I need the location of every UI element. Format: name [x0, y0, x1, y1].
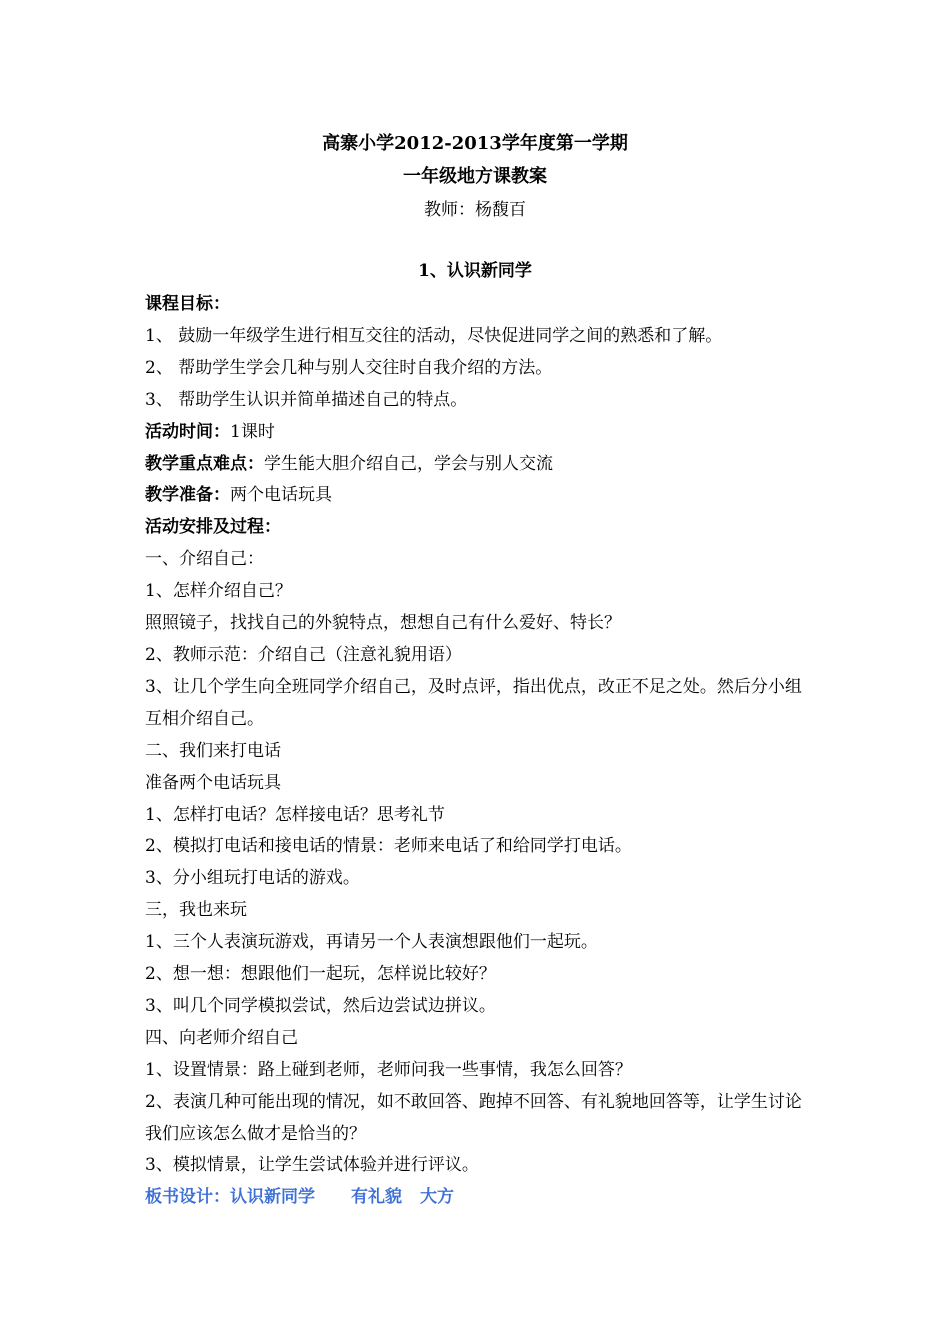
- course-title: 一年级地方课教案: [403, 166, 547, 187]
- teaching-prep: [145, 480, 817, 512]
- objective-2: 2、 帮助学生学会几种与别人交往时自我介绍的方法。: [145, 357, 553, 378]
- objective-3: 3、 帮助学生认识并简单描述自己的特点。: [145, 389, 468, 410]
- section-3-heading: 三，我也来玩: [145, 900, 247, 921]
- teaching-prep-label: 教学准备：: [145, 485, 230, 506]
- lesson-body: [145, 289, 817, 1214]
- board-design: [145, 1182, 817, 1214]
- school-term-title: 高寨小学2012-2013学年度第一学期: [322, 133, 628, 154]
- section-4-heading: 四、向老师介绍自己: [145, 1027, 298, 1048]
- section-1-heading: 一、介绍自己：: [145, 549, 264, 570]
- section-1-line: 2、教师示范：介绍自己（注意礼貌用语）: [145, 644, 462, 665]
- board-design-label: 板书设计：认识新同学: [145, 1187, 315, 1208]
- activity-time: [145, 417, 817, 449]
- activity-time-value: 1课时: [230, 421, 275, 442]
- section-3-line: 1、三个人表演玩游戏，再请另一个人表演想跟他们一起玩。: [145, 932, 598, 953]
- section-2-line: 3、分小组玩打电话的游戏。: [145, 868, 360, 889]
- section-1-line: 3、让几个学生向全班同学介绍自己，及时点评，指出优点，改正不足之处。然后分小组互相介绍自己。: [145, 676, 802, 729]
- teaching-focus: [145, 449, 817, 481]
- teacher-line: 教师：杨馥百: [424, 200, 526, 220]
- board-design-item: 大方: [420, 1187, 454, 1208]
- objectives-label: 课程目标：: [145, 294, 230, 314]
- section-4-line: 1、设置情景：路上碰到老师，老师问我一些事情，我怎么回答？: [145, 1059, 632, 1080]
- activity-time-label: 活动时间：: [145, 421, 230, 442]
- section-2-heading: 二、我们来打电话: [145, 740, 281, 761]
- objective-1: 1、 鼓励一年级学生进行相互交往的活动，尽快促进同学之间的熟悉和了解。: [145, 325, 723, 346]
- lesson-title: 1、认识新同学: [418, 261, 532, 281]
- section-2-line: 2、模拟打电话和接电话的情景：老师来电话了和给同学打电话。: [145, 836, 632, 857]
- teaching-focus-label: 教学重点难点：: [145, 453, 264, 474]
- section-2-line: 1、怎样打电话？怎样接电话？思考礼节: [145, 804, 445, 825]
- section-3-line: 2、想一想：想跟他们一起玩，怎样说比较好？: [145, 964, 496, 985]
- section-2-line: 准备两个电话玩具: [145, 772, 281, 793]
- teaching-prep-value: 两个电话玩具: [230, 485, 332, 506]
- section-4-line: 3、模拟情景，让学生尝试体验并进行评议。: [145, 1155, 479, 1176]
- teaching-focus-value: 学生能大胆介绍自己，学会与别人交流: [264, 453, 553, 474]
- section-4-line: 2、表演几种可能出现的情况，如不敢回答、跑掉不回答、有礼貌地回答等，让学生讨论我们应该怎么做才是恰当的？: [145, 1091, 802, 1144]
- process-label: 活动安排及过程：: [145, 517, 281, 538]
- section-3-line: 3、叫几个同学模拟尝试，然后边尝试边拼议。: [145, 995, 496, 1016]
- section-1-line: 照照镜子，找找自己的外貌特点，想想自己有什么爱好、特长？: [145, 613, 621, 634]
- section-1-line: 1、怎样介绍自己？: [145, 581, 292, 602]
- board-design-item: 有礼貌: [351, 1187, 402, 1208]
